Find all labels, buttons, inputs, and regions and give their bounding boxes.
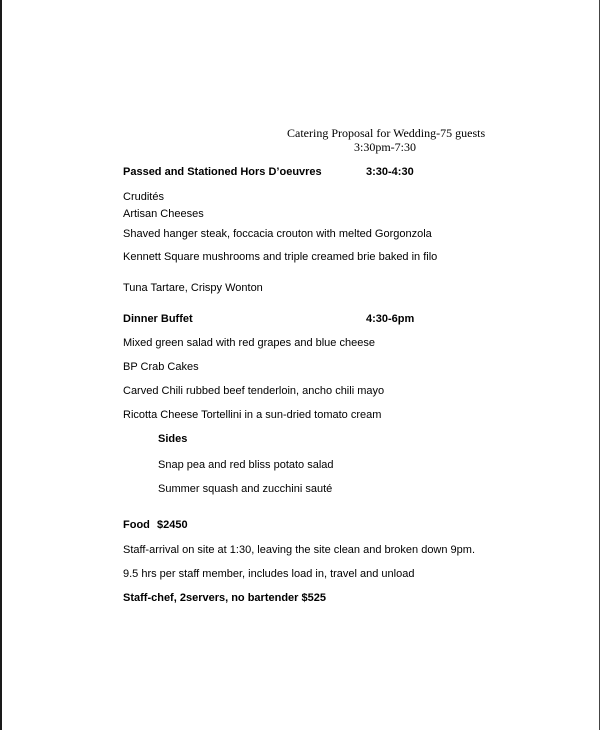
food-label: Food xyxy=(123,519,150,531)
section-heading-hors-doeuvres: Passed and Stationed Hors D’oeuvres xyxy=(123,166,322,178)
staff-cost-summary: Staff-chef, 2servers, no bartender $525 xyxy=(123,592,326,604)
side-item: Summer squash and zucchini sauté xyxy=(158,483,333,495)
sides-heading: Sides xyxy=(158,433,188,445)
document-title: Catering Proposal for Wedding-75 guests xyxy=(287,126,486,140)
section-heading-dinner-buffet: Dinner Buffet xyxy=(123,313,193,325)
menu-item: Artisan Cheeses xyxy=(123,208,204,220)
menu-item: BP Crab Cakes xyxy=(123,361,199,373)
menu-item: Mixed green salad with red grapes and blue cheese xyxy=(123,337,375,349)
menu-item: Shaved hanger steak, foccacia crouton with melted Gorgonzola xyxy=(123,228,432,240)
menu-item: Kennett Square mushrooms and triple creamed brie baked in filo xyxy=(123,251,438,263)
staff-hours-note: 9.5 hrs per staff member, includes load in, travel and unload xyxy=(123,568,415,580)
food-price: $2450 xyxy=(157,519,188,531)
menu-item: Ricotta Cheese Tortellini in a sun-dried tomato cream xyxy=(123,409,382,421)
section-time-hors-doeuvres: 3:30-4:30 xyxy=(366,166,414,178)
section-time-dinner-buffet: 4:30-6pm xyxy=(366,313,415,325)
event-time: 3:30pm-7:30 xyxy=(354,140,416,154)
menu-item: Tuna Tartare, Crispy Wonton xyxy=(123,282,263,294)
menu-item: Crudités xyxy=(123,191,164,203)
menu-item: Carved Chili rubbed beef tenderloin, ancho chili mayo xyxy=(123,385,385,397)
side-item: Snap pea and red bliss potato salad xyxy=(158,459,334,471)
staff-arrival-note: Staff-arrival on site at 1:30, leaving the site clean and broken down 9pm. xyxy=(123,544,476,556)
page-edge-left xyxy=(0,0,2,730)
